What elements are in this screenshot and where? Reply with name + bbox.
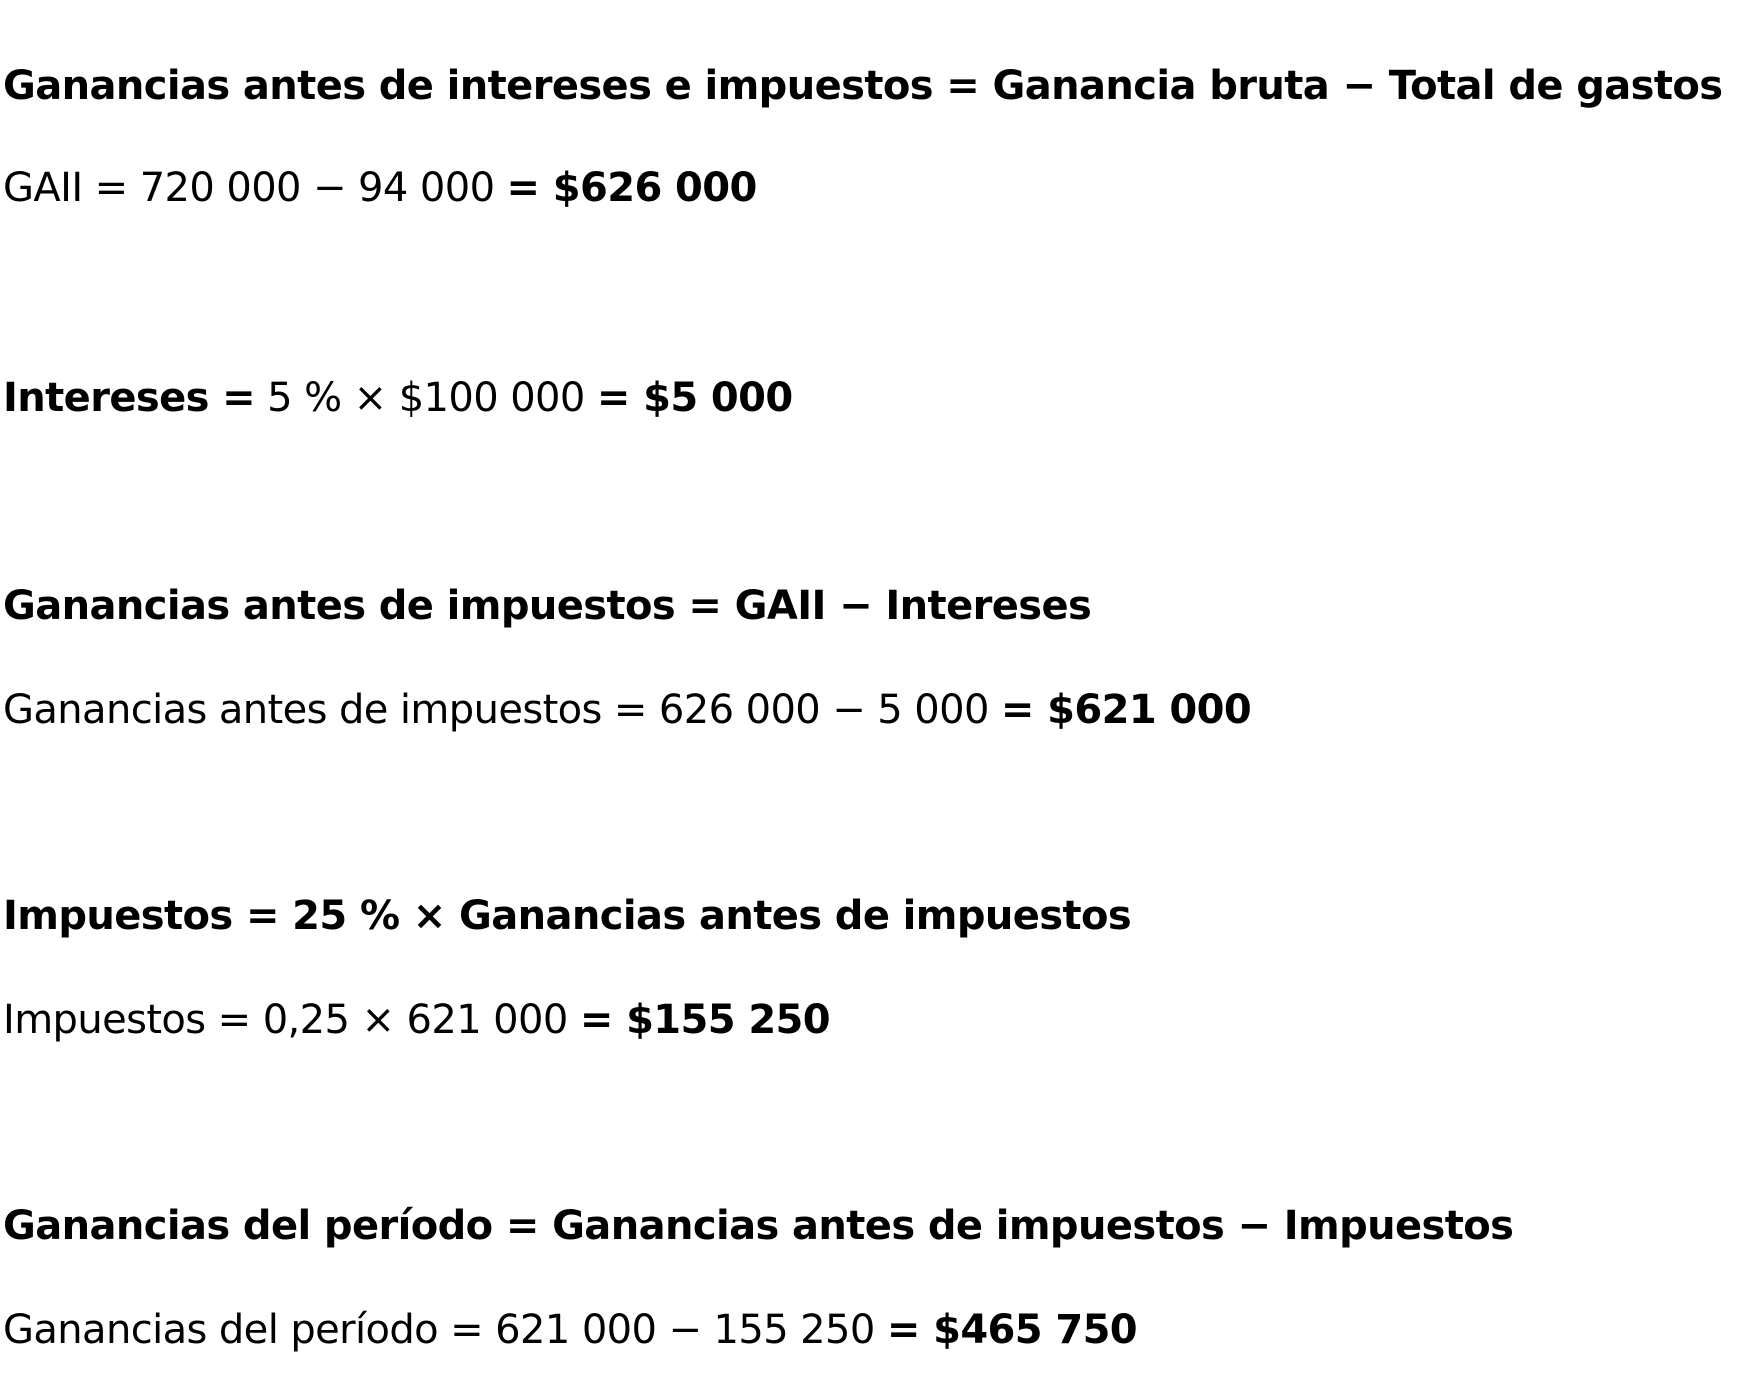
tax-calculation <box>3 994 830 1046</box>
ebit-formula-heading: Ganancias antes de intereses e impuestos = Ganancia bruta − Total de gastos <box>3 63 1723 109</box>
ebit-result: = $626 000 <box>506 165 757 211</box>
net-income-formula-heading: Ganancias del período = Ganancias antes de impuestos − Impuestos <box>3 1203 1514 1249</box>
tax-result: = $155 250 <box>579 997 831 1043</box>
tax-expression: Impuestos = 0,25 × 621 000 <box>3 997 580 1043</box>
interest-result: = $5 000 <box>596 375 793 421</box>
ebt-calculation <box>3 684 1251 736</box>
interest-calculation <box>3 372 793 424</box>
tax-formula-heading: Impuestos = 25 % × Ganancias antes de impuestos <box>3 893 1132 939</box>
interest-label: Intereses = <box>3 375 256 421</box>
net-income-result: = $465 750 <box>886 1307 1138 1353</box>
net-income-expression: Ganancias del período = 621 000 − 155 250 <box>3 1307 887 1353</box>
ebt-expression: Ganancias antes de impuestos = 626 000 − 5 000 <box>3 687 1001 733</box>
interest-expression: 5 % × $100 000 <box>255 375 597 421</box>
ebit-expression: GAII = 720 000 − 94 000 <box>3 165 507 211</box>
ebt-result: = $621 000 <box>1000 687 1252 733</box>
net-income-calculation <box>3 1304 1137 1356</box>
ebt-formula-heading: Ganancias antes de impuestos = GAII − Intereses <box>3 583 1092 629</box>
ebit-calculation <box>3 162 757 214</box>
